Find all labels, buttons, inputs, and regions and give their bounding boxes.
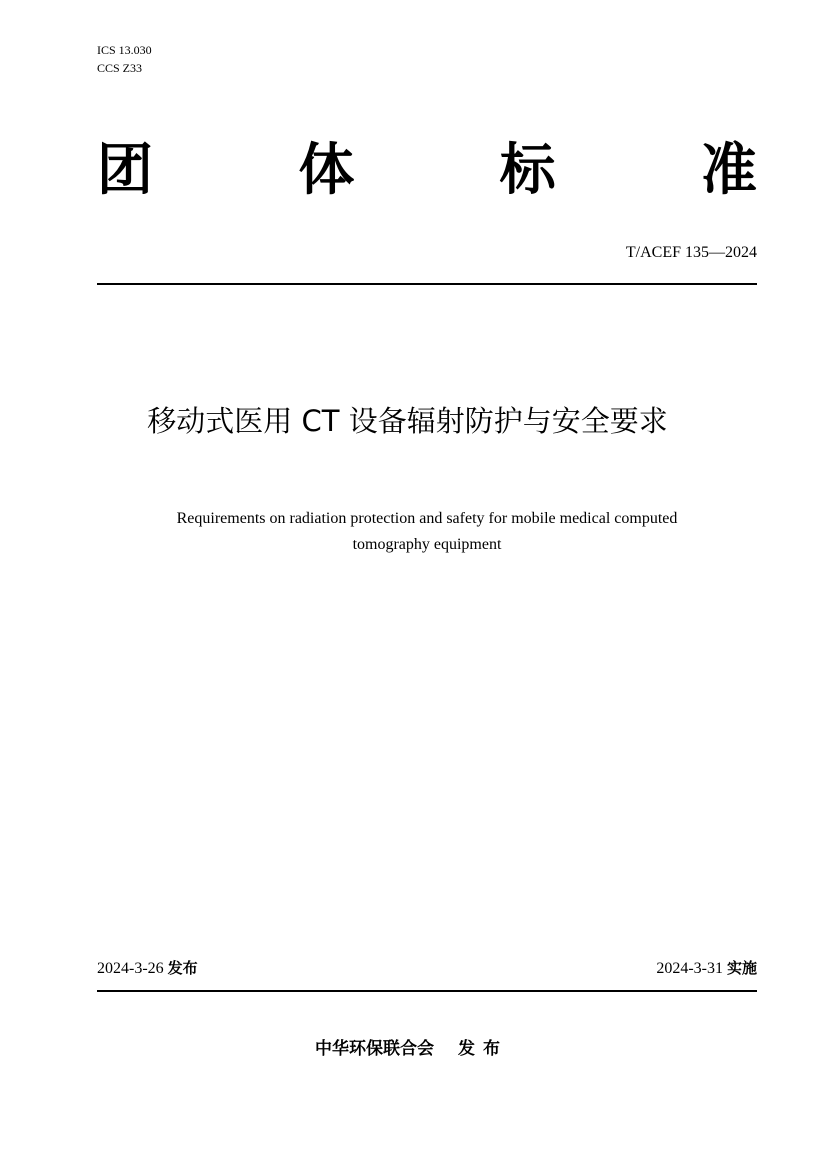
top-divider	[97, 283, 757, 285]
issue-date-label: 发布	[167, 959, 198, 977]
implementation-date-value: 2024-3-31	[656, 960, 723, 977]
standard-type-char: 标	[499, 138, 556, 203]
publisher-action: 发	[458, 1039, 475, 1059]
standard-number: T/ACEF 135—2024	[625, 244, 757, 261]
ccs-code: CCS Z33	[97, 61, 143, 75]
issue-date-value: 2024-3-26	[97, 960, 164, 977]
standard-type-heading	[97, 140, 757, 202]
publisher-name: 中华环保联合会	[315, 1039, 434, 1059]
implementation-date-label: 实施	[726, 959, 757, 977]
title-chinese: 移动式医用 CT 设备辐射防护与安全要求	[147, 404, 668, 438]
title-english-line: tomography equipment	[352, 536, 502, 553]
standard-type-char: 准	[700, 138, 757, 203]
publisher-line	[0, 1037, 815, 1061]
publisher-action: 布	[483, 1039, 500, 1059]
ics-code: ICS 13.030	[97, 43, 152, 57]
implementation-date	[656, 957, 757, 980]
title-english	[107, 506, 747, 558]
title-english-line: Requirements on radiation protection and safety for mobile medical computed	[176, 510, 678, 527]
standard-type-char: 体	[298, 138, 355, 203]
standard-type-char: 团	[97, 138, 153, 203]
classification-codes	[97, 41, 152, 77]
issue-date	[97, 957, 198, 980]
bottom-divider	[97, 990, 757, 992]
